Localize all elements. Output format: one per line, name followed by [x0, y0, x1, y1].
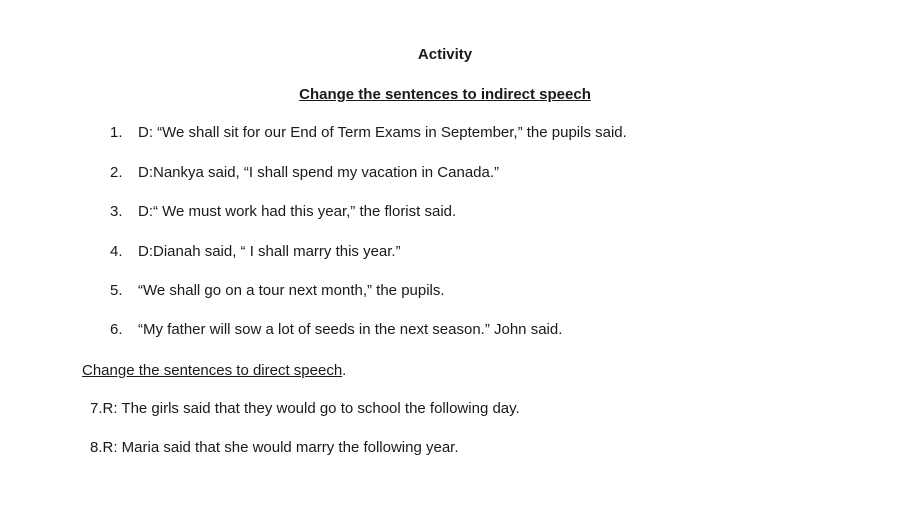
answer-item: 8.R: Maria said that she would marry the following year. — [90, 439, 459, 456]
direct-speech-heading-text: Change the sentences to direct speech — [82, 362, 343, 379]
item-number: 6. — [110, 321, 123, 338]
item-number: 1. — [110, 124, 123, 141]
item-text: “My father will sow a lot of seeds in the next season.” John said. — [138, 321, 563, 338]
indirect-speech-heading: Change the sentences to indirect speech — [299, 86, 591, 103]
item-number: 4. — [110, 243, 123, 260]
answer-item: 7.R: The girls said that they would go to school the following day. — [90, 400, 520, 417]
item-number: 3. — [110, 203, 123, 220]
direct-speech-heading — [82, 362, 346, 379]
item-text: D:Nankya said, “I shall spend my vacation in Canada.” — [138, 164, 500, 181]
item-number: 5. — [110, 282, 123, 299]
item-text: D:“ We must work had this year,” the florist said. — [138, 203, 457, 220]
document-title: Activity — [417, 46, 473, 63]
item-text: “We shall go on a tour next month,” the pupils. — [138, 282, 445, 299]
direct-speech-heading-period: . — [342, 362, 347, 379]
item-text: D: “We shall sit for our End of Term Exams in September,” the pupils said. — [138, 124, 627, 141]
item-number: 2. — [110, 164, 123, 181]
item-text: D:Dianah said, “ I shall marry this year.” — [138, 243, 401, 260]
